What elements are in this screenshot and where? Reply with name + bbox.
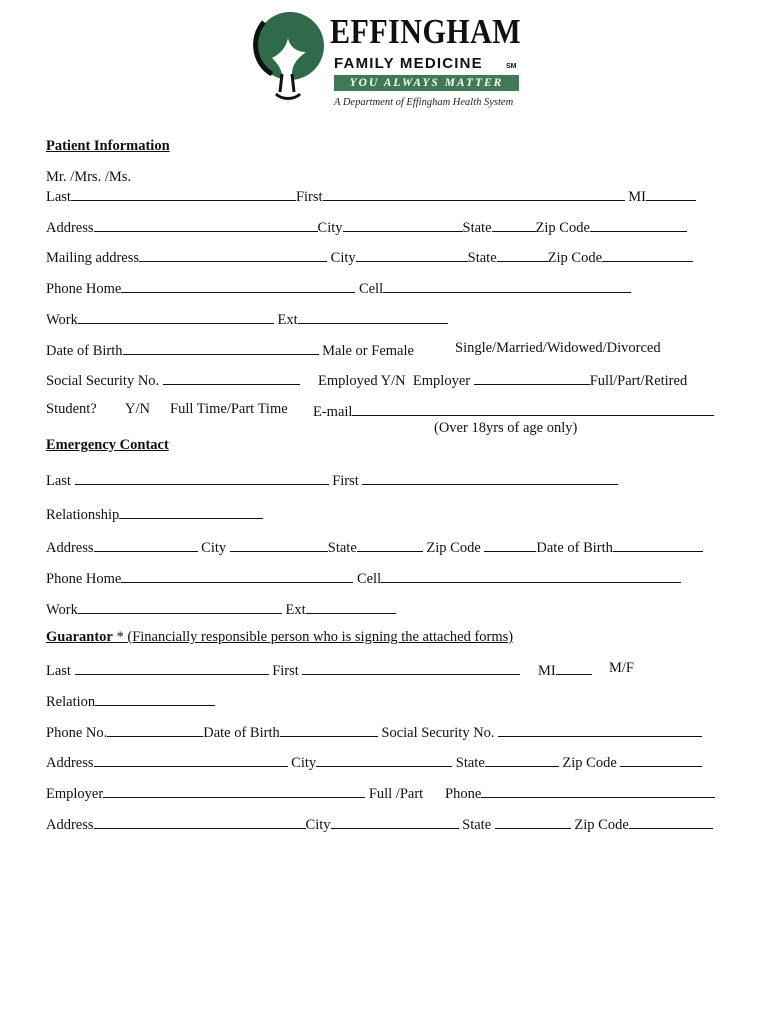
guarantor-mi-field[interactable] <box>556 661 592 675</box>
patient-city-field[interactable] <box>343 218 463 232</box>
emergency-city-field[interactable] <box>230 538 328 552</box>
patient-email-field[interactable] <box>352 402 714 416</box>
patient-dob-row: Date of Birth Male or Female <box>46 343 414 359</box>
guarantor-last-field[interactable] <box>75 661 269 675</box>
patient-mailing-field[interactable] <box>139 248 327 262</box>
guarantor-address-field[interactable] <box>94 753 288 767</box>
guarantor-employer-zip-field[interactable] <box>629 815 713 829</box>
emergency-phone-home-field[interactable] <box>121 569 353 583</box>
student-yn: Y/N <box>125 401 150 417</box>
guarantor-relation-field[interactable] <box>95 692 215 706</box>
guarantor-employer-row: Employer Full /Part <box>46 786 424 802</box>
emergency-cell-field[interactable] <box>381 569 681 583</box>
patient-mailing-row: Mailing address City State Zip Code <box>46 248 693 266</box>
patient-cell-field[interactable] <box>383 279 631 293</box>
patient-mailing-city-field[interactable] <box>356 248 468 262</box>
patient-work-row: Work Ext <box>46 310 448 328</box>
patient-employment-row: Employed Y/N Employer Full/Part/Retired <box>318 373 688 389</box>
emergency-ext-field[interactable] <box>306 600 396 614</box>
patient-email-row: E-mail <box>313 402 714 420</box>
emergency-address-row: Address City State Zip Code Date of Birth <box>46 538 703 556</box>
patient-marital-status: Single/Married/Widowed/Divorced <box>455 340 661 356</box>
patient-heading: Patient Information <box>46 138 170 154</box>
emergency-first-field[interactable] <box>362 471 618 485</box>
tree-icon <box>242 8 337 103</box>
guarantor-employer-field[interactable] <box>103 784 365 798</box>
patient-last-field[interactable] <box>71 187 296 201</box>
patient-first-field[interactable] <box>323 187 625 201</box>
guarantor-mi-row: MI <box>538 661 592 679</box>
guarantor-phone-field[interactable] <box>107 723 203 737</box>
patient-student-row: Student? <box>46 401 97 417</box>
guarantor-city-field[interactable] <box>316 753 452 767</box>
guarantor-zip-field[interactable] <box>620 753 702 767</box>
emergency-zip-field[interactable] <box>484 538 536 552</box>
emergency-address-field[interactable] <box>94 538 198 552</box>
guarantor-dob-field[interactable] <box>280 723 378 737</box>
service-mark: SM <box>506 63 517 70</box>
emergency-work-field[interactable] <box>78 600 282 614</box>
emergency-work-row: Work Ext <box>46 600 396 618</box>
patient-employer-field[interactable] <box>474 371 590 385</box>
emergency-phone-row: Phone Home Cell <box>46 569 681 587</box>
guarantor-sex: M/F <box>609 660 634 676</box>
patient-ssn-field[interactable] <box>163 371 300 385</box>
patient-phone-home-field[interactable] <box>121 279 355 293</box>
guarantor-address-row: Address City State Zip Code <box>46 753 702 771</box>
guarantor-phone2-row: Phone <box>445 784 715 802</box>
guarantor-name-row: Last First <box>46 661 520 679</box>
guarantor-note: * (Financially responsible person who is signing the attached forms) <box>112 629 514 645</box>
logo-department: A Department of Effingham Health System <box>334 97 514 108</box>
patient-work-field[interactable] <box>78 310 274 324</box>
emergency-relationship-row: Relationship <box>46 505 263 523</box>
logo-tagline: YOU ALWAYS MATTER <box>334 75 519 91</box>
emergency-state-field[interactable] <box>357 538 423 552</box>
guarantor-employer-city-field[interactable] <box>331 815 459 829</box>
patient-name-row: Last First MI <box>46 187 696 205</box>
patient-zip-field[interactable] <box>590 218 687 232</box>
logo-subtitle: FAMILY MEDICINE <box>334 55 483 72</box>
clinic-logo <box>242 8 532 108</box>
emergency-name-row: Last First <box>46 471 618 489</box>
student-ft-pt: Full Time/Part Time <box>170 401 288 417</box>
patient-address-row: Address City State Zip Code <box>46 218 687 236</box>
patient-phone-row: Phone Home Cell <box>46 279 631 297</box>
patient-mi-field[interactable] <box>646 187 696 201</box>
guarantor-employer-address-field[interactable] <box>94 815 306 829</box>
guarantor-state-field[interactable] <box>485 753 559 767</box>
patient-address-field[interactable] <box>94 218 318 232</box>
patient-ssn-row: Social Security No. <box>46 371 300 389</box>
emergency-relationship-field[interactable] <box>119 505 263 519</box>
patient-mailing-zip-field[interactable] <box>602 248 693 262</box>
guarantor-heading-row <box>46 630 513 645</box>
guarantor-ssn-field[interactable] <box>498 723 702 737</box>
patient-dob-field[interactable] <box>123 341 319 355</box>
email-age-note: (Over 18yrs of age only) <box>434 420 578 436</box>
guarantor-employer-phone-field[interactable] <box>481 784 715 798</box>
guarantor-heading: Guarantor <box>46 629 113 645</box>
patient-mailing-state-field[interactable] <box>497 248 548 262</box>
logo-name: EFFINGHAM <box>330 12 522 51</box>
emergency-last-field[interactable] <box>75 471 329 485</box>
patient-title-label: Mr. /Mrs. /Ms. <box>46 169 132 185</box>
emergency-dob-field[interactable] <box>613 538 703 552</box>
guarantor-first-field[interactable] <box>302 661 520 675</box>
guarantor-employer-address-row: Address City State Zip Code <box>46 815 713 833</box>
patient-ext-field[interactable] <box>298 310 448 324</box>
patient-state-field[interactable] <box>492 218 536 232</box>
guarantor-employer-state-field[interactable] <box>495 815 571 829</box>
guarantor-phone-row: Phone No. Date of Birth Social Security No. <box>46 723 702 741</box>
emergency-heading: Emergency Contact <box>46 437 169 453</box>
guarantor-relation-row: Relation <box>46 692 215 710</box>
